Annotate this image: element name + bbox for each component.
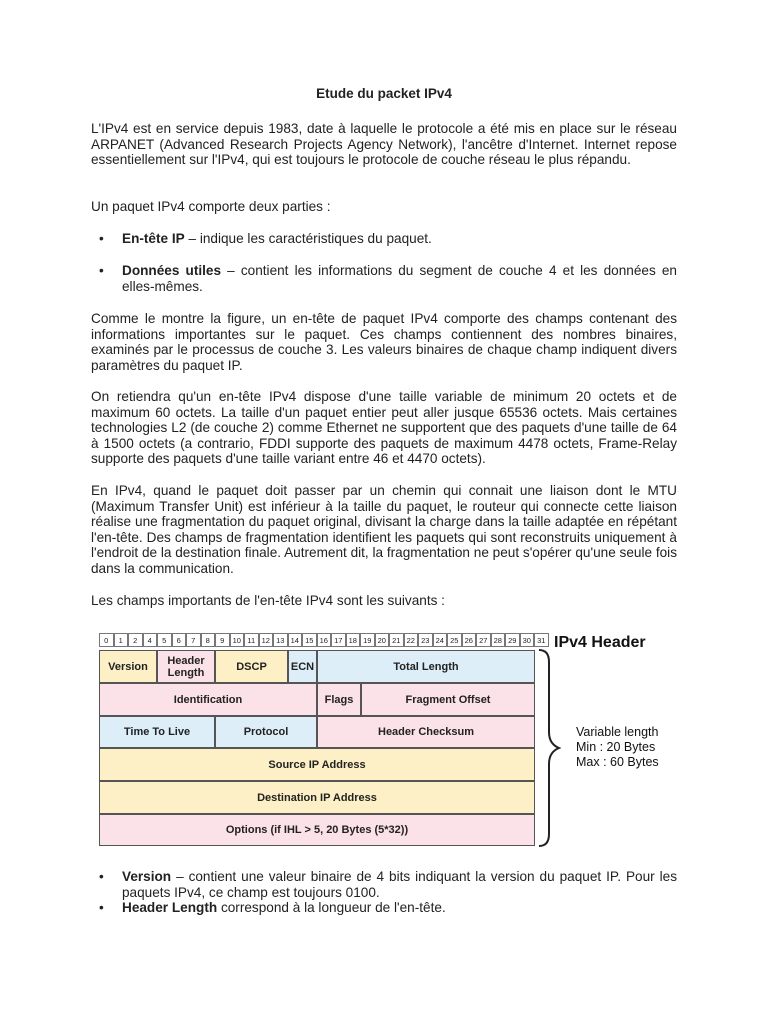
field-total-length: Total Length — [317, 650, 535, 683]
field-source-ip: Source IP Address — [99, 748, 535, 781]
field-ttl: Time To Live — [99, 716, 215, 748]
field-ecn: ECN — [288, 650, 317, 683]
bullet-icon: • — [99, 231, 104, 246]
bit-number: 12 — [259, 633, 274, 647]
bullet-icon: • — [99, 900, 104, 915]
bit-number: 28 — [491, 633, 506, 647]
field-header-checksum: Header Checksum — [317, 716, 535, 748]
bit-number: 0 — [99, 633, 114, 647]
list-item-desc: – contient les informations du segment de couche 4 et les données en elles-mêmes. — [122, 263, 677, 294]
field-version: Version — [99, 650, 157, 683]
bit-number: 5 — [157, 633, 172, 647]
bit-number: 19 — [360, 633, 375, 647]
list-item-desc: – contient une valeur binaire de 4 bits indiquant la version du paquet IP. Pour les paquets IPv4, ce champ est toujours 0100. — [122, 869, 677, 900]
brace-icon — [537, 648, 561, 848]
field-header-length: Header Length — [157, 650, 215, 683]
bit-number-row — [99, 633, 549, 649]
variable-length-note — [576, 725, 659, 770]
field-options: Options (if IHL > 5, 20 Bytes (5*32)) — [99, 814, 535, 846]
bit-number: 1 — [114, 633, 129, 647]
list-item-term: Données utiles — [122, 263, 222, 278]
bit-number: 16 — [317, 633, 332, 647]
parts-intro: Un paquet IPv4 comporte deux parties : — [91, 199, 331, 214]
bit-number: 17 — [331, 633, 346, 647]
field-destination-ip: Destination IP Address — [99, 781, 535, 814]
bit-number: 24 — [433, 633, 448, 647]
field-fragment-offset: Fragment Offset — [361, 683, 535, 716]
bit-number: 21 — [389, 633, 404, 647]
bit-number: 9 — [215, 633, 230, 647]
fields-intro: Les champs importants de l'en-tête IPv4 sont les suivants : — [91, 593, 445, 608]
bit-number: 15 — [302, 633, 317, 647]
list-item-term: En-tête IP — [122, 231, 185, 246]
bit-number: 4 — [143, 633, 158, 647]
bit-number: 23 — [418, 633, 433, 647]
bit-number: 30 — [520, 633, 535, 647]
bullet-icon: • — [99, 869, 104, 884]
bullet-icon: • — [99, 263, 104, 278]
list-item-term: Version — [122, 869, 172, 884]
max-length-label: Max : 60 Bytes — [576, 755, 659, 769]
bit-number: 22 — [404, 633, 419, 647]
field-identification: Identification — [99, 683, 317, 716]
bit-number: 6 — [172, 633, 187, 647]
intro-paragraph: L'IPv4 est en service depuis 1983, date à laquelle le protocole a été mis en place sur le réseau ARPANET (Advanced Research Projects Agency Network), l'ancêtre d'Internet. Internet repose essentiellement sur l'IPv4, qui est toujours le protocole de couche réseau le plus répandu. — [91, 121, 677, 168]
field-flags: Flags — [317, 683, 361, 716]
header-paragraph: Comme le montre la figure, un en-tête de paquet IPv4 comporte des champs contenant des informations importantes sur le paquet. Ces champs contiennent des nombres binaires, examinés par le processus de couche 3. Les valeurs binaires de chaque champ indiquent divers paramètres du paquet IP. — [91, 311, 677, 373]
bit-number: 8 — [201, 633, 216, 647]
bit-number: 26 — [462, 633, 477, 647]
field-protocol: Protocol — [215, 716, 317, 748]
bit-number: 27 — [476, 633, 491, 647]
list-item-desc: – indique les caractéristiques du paquet. — [184, 231, 432, 246]
bit-number: 25 — [447, 633, 462, 647]
list-item-term: Header Length — [122, 900, 218, 915]
bit-number: 7 — [186, 633, 201, 647]
fragmentation-paragraph: En IPv4, quand le paquet doit passer par un chemin qui connait une liaison dont le MTU (Maximum Transfer Unit) est inférieur à la taille du paquet, le routeur qui connecte cette liaison réalise une fragmentation du paquet original, divisant la charge dans la taille adaptée en répétant l'en-tête. Des champs de fragmentation identifient les paquets qui sont reconstruits uniquement à l'endroit de la destination finale. Autrement dit, la fragmentation ne peut s'opérer qu'une seule fois dans la communication. — [91, 483, 677, 576]
bit-number: 11 — [244, 633, 259, 647]
bit-number: 18 — [346, 633, 361, 647]
size-paragraph: On retiendra qu'un en-tête IPv4 dispose d'une taille variable de minimum 20 octets et de maximum 60 octets. La taille d'un paquet entier peut aller jusque 65536 octets. Mais certaines technologies L2 (de couche 2) comme Ethernet ne supportent que des paquets d'une taille de 64 à 1500 octets (a contrario, FDDI supporte des paquets de maximum 4478 octets, Frame-Relay supporte des paquets d'une taille variant entre 46 et 4470 octets). — [91, 389, 677, 467]
bit-number: 10 — [230, 633, 245, 647]
list-item-desc: correspond à la longueur de l'en-tête. — [217, 900, 446, 915]
bit-number: 29 — [505, 633, 520, 647]
document-title: Etude du packet IPv4 — [316, 86, 452, 101]
field-dscp: DSCP — [215, 650, 288, 683]
variable-length-label: Variable length — [576, 725, 659, 739]
bit-number: 31 — [534, 633, 549, 647]
bit-number: 20 — [375, 633, 390, 647]
bit-number: 2 — [128, 633, 143, 647]
bit-number: 13 — [273, 633, 288, 647]
ipv4-header-label: IPv4 Header — [554, 634, 646, 651]
min-length-label: Min : 20 Bytes — [576, 740, 656, 754]
bit-number: 14 — [288, 633, 303, 647]
